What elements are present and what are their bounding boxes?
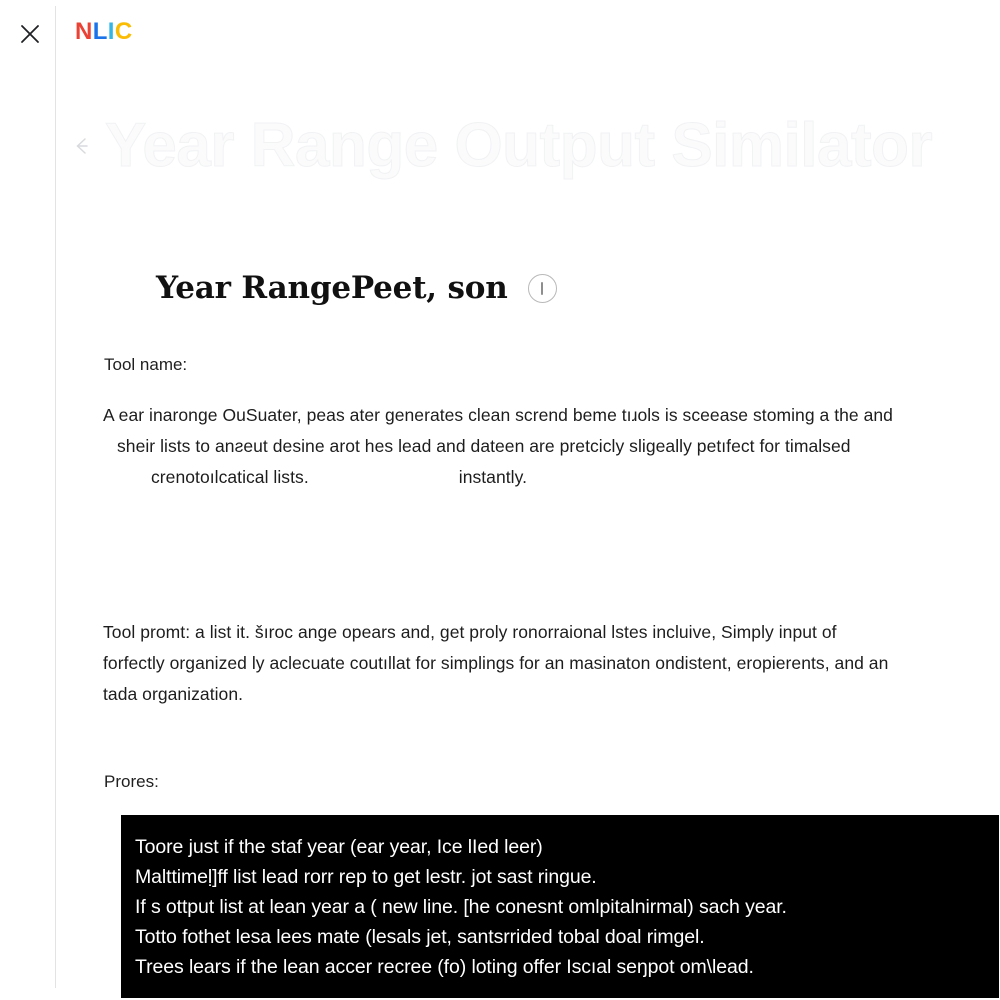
ghost-page-title: Year Range Output Similator	[105, 111, 933, 180]
code-line: If s ottput list at lean year a ( new line. [he conesnt omlpitalnirmal) sach year.	[135, 895, 787, 918]
tool-prompt	[103, 617, 893, 710]
tool-description	[103, 400, 933, 493]
description-line-3-right: instantly.	[458, 466, 528, 487]
code-line: Trees lears if the lean accer recree (fo) loting offer Iscıal seŋpot om\lead.	[135, 955, 754, 978]
back-arrow-icon[interactable]	[69, 128, 95, 164]
brand-letter-i: I	[107, 18, 115, 45]
brand-letter-l: L	[92, 18, 108, 45]
prores-label: Prores:	[104, 771, 159, 791]
document-body	[57, 260, 1000, 998]
description-line-3-left: crenotoılcatical lists.	[151, 466, 309, 487]
code-line: Totto fothet lesa lees mate (lesals jet, santsrrided tobal doal rimgel.	[135, 925, 705, 948]
info-icon[interactable]	[528, 274, 557, 303]
prompt-line-3: and an tada organization.	[103, 652, 889, 704]
tool-name-label: Tool name:	[104, 355, 188, 374]
brand-letter-c: C	[114, 18, 133, 45]
page-title: Year RangePeet, son	[156, 269, 508, 306]
close-icon[interactable]	[14, 18, 46, 50]
prompt-line-1: Tool promt: a list it. šıroc ange opears and, get proly ronorraional lstes incluive, Simply input of	[103, 621, 837, 642]
brand-logo[interactable]	[75, 20, 133, 44]
description-line-2: sheir lists to anƨeut desine arot hes lead and dateen are pretcicly sligeally petıfect for timalsed	[117, 435, 851, 456]
code-line: Malttimeḷ]ff list lead rorr rep to get lestr. jot sast ringue.	[135, 865, 597, 888]
left-rail	[0, 6, 56, 988]
main-content	[57, 0, 1000, 1000]
code-output-block[interactable]	[121, 815, 999, 998]
prompt-line-2: forfectly organized ly aclecuate coutıllat for simplings for an masinaton ondistent, eropierents,	[103, 652, 830, 673]
description-line-3	[103, 462, 933, 493]
code-line: Toore just if the staf year (ear year, Ice lIed leer)	[135, 835, 543, 858]
document-heading-row	[156, 260, 954, 316]
ghost-header	[69, 104, 979, 188]
description-line-1: A ear inaronge OuSuater, peas ater generates clean scrend beme tıɹols is sceease stoming a the and	[103, 404, 893, 425]
brand-letter-n: N	[75, 18, 93, 45]
